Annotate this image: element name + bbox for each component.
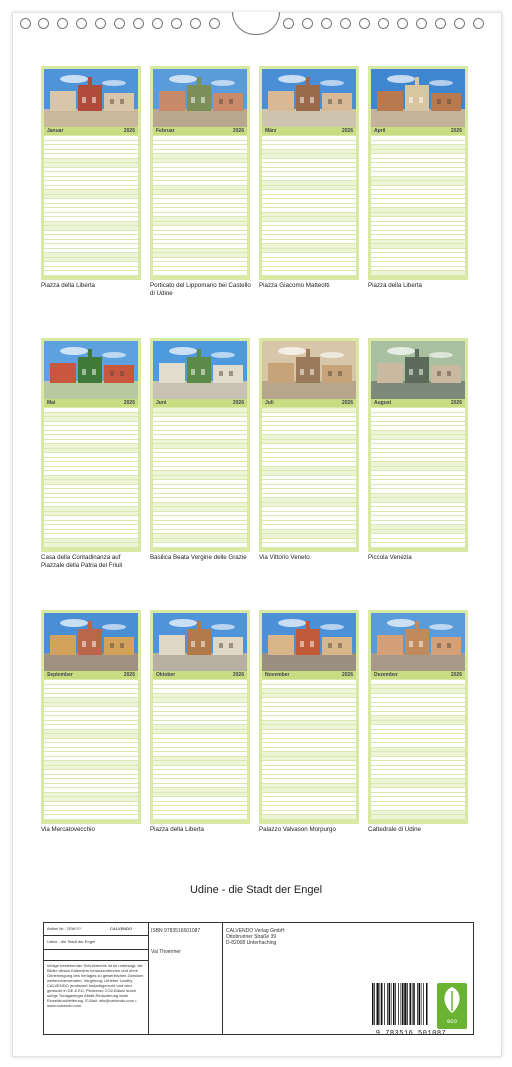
city-photo-icon (371, 69, 465, 127)
month-year: 2026 (450, 128, 462, 134)
day-list (371, 408, 465, 548)
calendar-title: Udine - die Stadt der Engel (189, 884, 323, 896)
photo-caption: Casa della Contadinanza auf Piazzale della Patria del Friuli (41, 554, 123, 569)
month-year: 2026 (123, 128, 135, 134)
month-name: November (265, 672, 290, 678)
month-name: Juni (156, 400, 167, 406)
binding-ring (359, 18, 370, 29)
city-photo-icon (153, 613, 247, 671)
photo-caption: Cattedrale di Udine (368, 826, 421, 833)
binding-ring (190, 18, 201, 29)
month-year: 2026 (123, 672, 135, 678)
month-panel-august (368, 338, 468, 552)
binding-ring (416, 18, 427, 29)
month-header (44, 127, 138, 135)
month-photo (44, 341, 138, 399)
month-name: August (374, 400, 392, 406)
day-list (262, 680, 356, 820)
day-row (262, 815, 356, 820)
month-photo (153, 341, 247, 399)
day-row (44, 815, 138, 820)
photo-caption: Basilica Beata Vergine delle Grazie (150, 554, 247, 561)
binding-ring (209, 18, 220, 29)
binding-ring (378, 18, 389, 29)
month-name: Mai (47, 400, 56, 406)
month-panel-september (41, 610, 141, 824)
month-header (44, 671, 138, 679)
photo-caption: Porticato del Lippomano bei Castello di Udine (150, 282, 251, 297)
binding-ring (114, 18, 125, 29)
publisher-city: D-82008 Unterhaching (226, 940, 277, 946)
publisher-name: CALVENDO Verlag GmbH (226, 928, 285, 934)
barcode-number: 9 783516 501087 (375, 1030, 447, 1038)
month-panel-april (368, 66, 468, 280)
binding-ring (454, 18, 465, 29)
binding-ring (283, 18, 294, 29)
month-header (153, 671, 247, 679)
month-panel-mai (41, 338, 141, 552)
leaf-icon (437, 983, 467, 1017)
day-list (371, 680, 465, 820)
eco-badge (437, 983, 467, 1029)
day-list (262, 136, 356, 276)
month-photo (44, 69, 138, 127)
day-row (371, 271, 465, 276)
binding-ring (473, 18, 484, 29)
publisher-street: Ottobrunner Straße 39 (226, 934, 277, 940)
binding-ring (397, 18, 408, 29)
month-header (262, 671, 356, 679)
binding-ring (171, 18, 182, 29)
month-photo (262, 341, 356, 399)
month-name: Juli (265, 400, 274, 406)
binding-ring (302, 18, 313, 29)
month-year: 2026 (341, 672, 353, 678)
month-name: April (374, 128, 386, 134)
photo-caption: Piazza della Liberta (41, 282, 96, 289)
photo-caption: Piazza della Liberta (150, 826, 205, 833)
city-photo-icon (44, 69, 138, 127)
day-row (371, 543, 465, 548)
photo-caption: Piazza della Liberta (368, 282, 423, 289)
month-photo (153, 613, 247, 671)
binding-ring (152, 18, 163, 29)
month-panel-dezember (368, 610, 468, 824)
month-year: 2026 (450, 400, 462, 406)
month-header (371, 127, 465, 135)
binding-ring (133, 18, 144, 29)
month-header (153, 399, 247, 407)
day-row (153, 271, 247, 276)
product-info-footer (43, 922, 474, 1038)
month-panel-märz (259, 66, 359, 280)
month-panel-oktober (150, 610, 250, 824)
month-year: 2026 (123, 400, 135, 406)
city-photo-icon (371, 613, 465, 671)
month-photo (371, 69, 465, 127)
month-year: 2026 (450, 672, 462, 678)
day-row (262, 543, 356, 548)
month-photo (262, 613, 356, 671)
city-photo-icon (44, 613, 138, 671)
month-year: 2026 (232, 128, 244, 134)
day-row (44, 543, 138, 548)
day-row (44, 271, 138, 276)
day-list (44, 408, 138, 548)
day-list (153, 408, 247, 548)
month-header (371, 671, 465, 679)
calvendo-logo: CALVENDO (110, 926, 133, 931)
product-title: Udine - die Stadt der Engel (47, 939, 96, 944)
photo-caption: Via Vittorio Veneto (259, 554, 310, 561)
binding-ring (57, 18, 68, 29)
month-panel-juli (259, 338, 359, 552)
month-panel-juni (150, 338, 250, 552)
month-header (153, 127, 247, 135)
month-name: Januar (47, 128, 64, 134)
binding-ring (435, 18, 446, 29)
month-header (262, 127, 356, 135)
day-row (153, 543, 247, 548)
month-panel-januar (41, 66, 141, 280)
month-panel-februar (150, 66, 250, 280)
month-year: 2026 (232, 400, 244, 406)
month-photo (153, 69, 247, 127)
binding-ring (20, 18, 31, 29)
month-header (44, 399, 138, 407)
city-photo-icon (262, 69, 356, 127)
month-panel-november (259, 610, 359, 824)
month-year: 2026 (341, 128, 353, 134)
binding-ring (321, 18, 332, 29)
month-year: 2026 (232, 672, 244, 678)
city-photo-icon (44, 341, 138, 399)
month-header (262, 399, 356, 407)
photo-caption: Palazzo Valvason Morpurgo (259, 826, 336, 833)
month-name: Februar (156, 128, 175, 134)
month-name: Oktober (156, 672, 176, 678)
legal-text: Infolge bestehender Schutzrechte ist es untersagt, die Bilder dieses Kalenders herauszutrennen und ohne Genehmigung des Verlages zu gewerblichen Zwecken weiterzuverwenden. Vergütung: Urheber Lowthy CALVENDO produziert bedarfsgerecht und wird gedruckt in DE & EU. Pilotverso CO2-Bilanz durch sorlgs Tunaganleger Abfall-Reduzierung dank Einzeldrucklieferung. E-Mail: info@calvendo.com • www.calvendo.com (47, 963, 144, 1008)
city-photo-icon (371, 341, 465, 399)
month-year: 2026 (341, 400, 353, 406)
isbn: ISBN 9783516501087 (151, 928, 201, 934)
city-photo-icon (153, 341, 247, 399)
month-name: September (47, 672, 73, 678)
eco-label: eco (447, 1019, 457, 1025)
month-name: März (265, 128, 277, 134)
photo-caption: Via Mercatovecchio (41, 826, 95, 833)
city-photo-icon (262, 341, 356, 399)
photo-caption: Piazza Giacomo Matteotti (259, 282, 330, 289)
day-row (153, 815, 247, 820)
day-row (371, 815, 465, 820)
binding-ring (38, 18, 49, 29)
binding-ring (340, 18, 351, 29)
day-list (153, 136, 247, 276)
month-photo (44, 613, 138, 671)
month-photo (371, 613, 465, 671)
day-list (44, 136, 138, 276)
author: Val Thoermer (151, 949, 181, 955)
binding-ring (95, 18, 106, 29)
day-list (262, 408, 356, 548)
day-list (44, 680, 138, 820)
photo-caption: Piccola Venezia (368, 554, 412, 561)
month-name: Dezember (374, 672, 398, 678)
day-list (153, 680, 247, 820)
day-list (371, 136, 465, 276)
month-header (371, 399, 465, 407)
city-photo-icon (262, 613, 356, 671)
city-photo-icon (153, 69, 247, 127)
article-number: Artikel Nr.: 2DW?/? (47, 926, 82, 931)
binding-ring (76, 18, 87, 29)
day-row (262, 271, 356, 276)
month-photo (371, 341, 465, 399)
month-photo (262, 69, 356, 127)
